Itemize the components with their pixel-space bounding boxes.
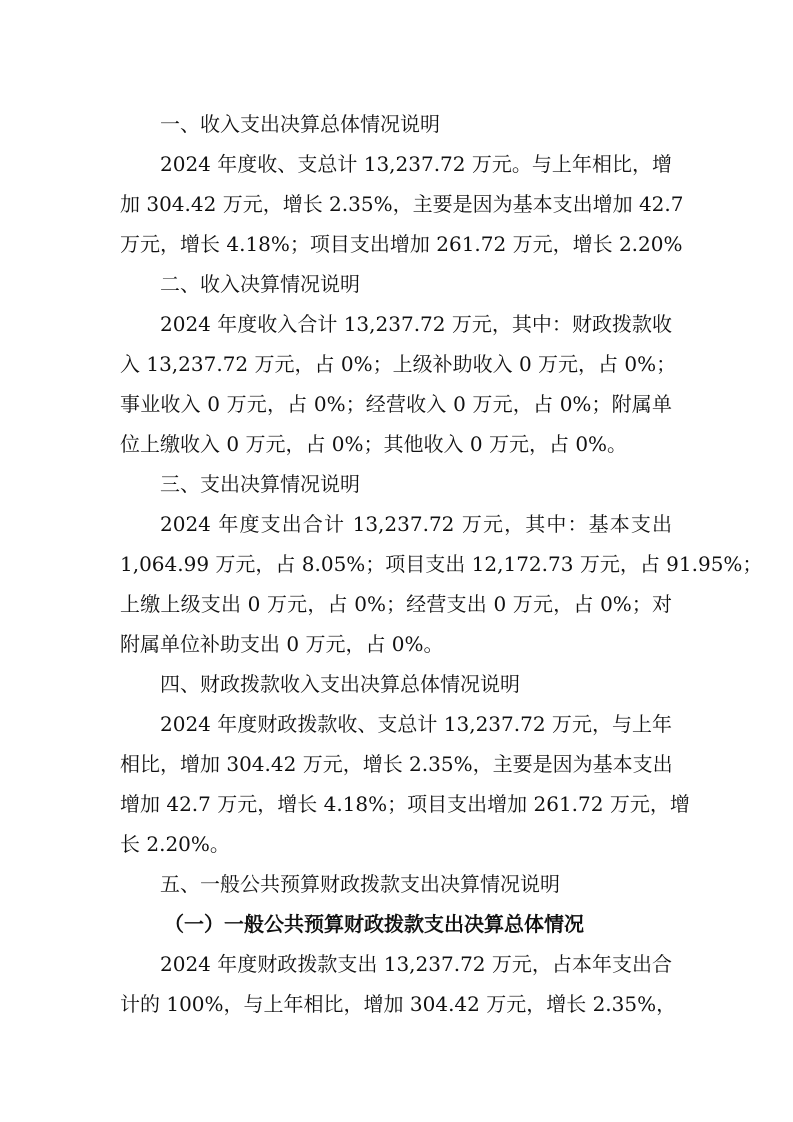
paragraph-line: 事业收入 0 万元，占 0%；经营收入 0 万元，占 0%；附属单 (120, 392, 672, 416)
paragraph-line: 相比，增加 304.42 万元，增长 2.35%，主要是因为基本支出 (120, 752, 673, 776)
paragraph-line: 1,064.99 万元，占 8.05%；项目支出 12,172.73 万元，占 91.95%； (120, 552, 763, 576)
paragraph-line: 增加 42.7 万元，增长 4.18%；项目支出增加 261.72 万元，增 (120, 792, 690, 816)
section-heading-general-public-budget: 五、一般公共预算财政拨款支出决算情况说明 (160, 872, 560, 896)
paragraph-line: 2024 年度支出合计 13,237.72 万元，其中：基本支出 (160, 512, 672, 536)
paragraph-line: 2024 年度财政拨款支出 13,237.72 万元，占本年支出合 (160, 952, 672, 976)
section-heading-income-expense-overview: 一、收入支出决算总体情况说明 (160, 112, 440, 136)
section-heading-fiscal-appropriation: 四、财政拨款收入支出决算总体情况说明 (160, 672, 520, 696)
paragraph-line: 2024 年度财政拨款收、支总计 13,237.72 万元，与上年 (160, 712, 672, 736)
section-heading-income: 二、收入决算情况说明 (160, 272, 360, 296)
paragraph-line: 入 13,237.72 万元，占 0%；上级补助收入 0 万元，占 0%； (120, 352, 677, 376)
subsection-heading-general-budget-overview: （一）一般公共预算财政拨款支出决算总体情况 (164, 912, 584, 936)
paragraph-line: 附属单位补助支出 0 万元，占 0%。 (120, 632, 444, 656)
paragraph-line: 2024 年度收入合计 13,237.72 万元，其中：财政拨款收 (160, 312, 672, 336)
paragraph-line: 加 304.42 万元，增长 2.35%，主要是因为基本支出增加 42.7 (120, 192, 684, 216)
document-body (120, 104, 763, 1024)
section-heading-expense: 三、支出决算情况说明 (160, 472, 360, 496)
paragraph-line: 2024 年度收、支总计 13,237.72 万元。与上年相比，增 (160, 152, 672, 176)
paragraph-line: 上缴上级支出 0 万元，占 0%；经营支出 0 万元，占 0%；对 (120, 592, 672, 616)
paragraph-line: 万元，增长 4.18%；项目支出增加 261.72 万元，增长 2.20% (120, 232, 683, 256)
paragraph-line: 位上缴收入 0 万元，占 0%；其他收入 0 万元，占 0%。 (120, 432, 628, 456)
paragraph-line: 计的 100%，与上年相比，增加 304.42 万元，增长 2.35%， (120, 992, 677, 1016)
paragraph-line: 长 2.20%。 (120, 832, 230, 856)
